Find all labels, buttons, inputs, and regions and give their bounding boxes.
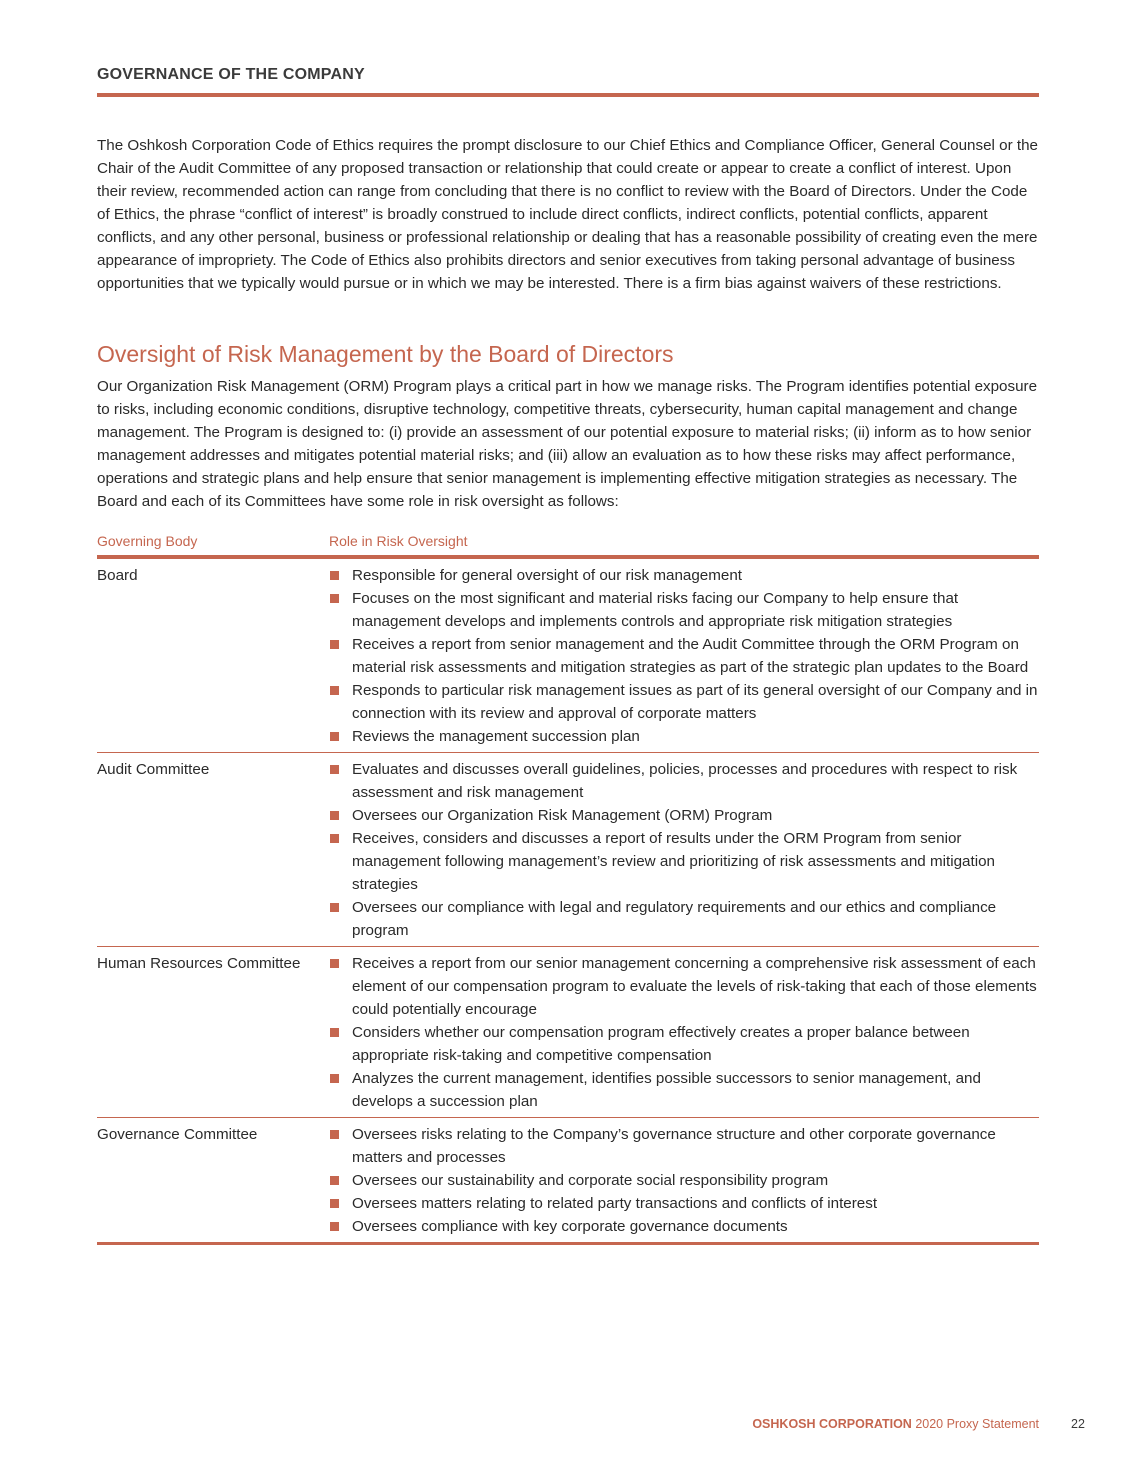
square-bullet-icon [330,1074,339,1083]
risk-oversight-table [97,530,1039,1245]
role-list [329,564,1039,748]
square-bullet-icon [330,1028,339,1037]
list-item: Receives a report from senior management and the Audit Committee through the ORM Program on material risk assessments and mitigation strategies as part of the strategic plan updates to the Board [329,633,1039,679]
list-item: Responds to particular risk management issues as part of its general oversight of our Company and in connection with its review and approval of corporate matters [329,679,1039,725]
table-header [97,530,1039,559]
square-bullet-icon [330,1130,339,1139]
list-item: Oversees matters relating to related party transactions and conflicts of interest [329,1192,1039,1215]
governing-body: Governance Committee [97,1126,258,1143]
square-bullet-icon [330,571,339,580]
list-item: Considers whether our compensation program effectively creates a proper balance between appropriate risk-taking and competitive compensation [329,1021,1039,1067]
list-item: Oversees our Organization Risk Management (ORM) Program [329,804,1039,827]
list-item: Focuses on the most significant and material risks facing our Company to help ensure that management develops and implements controls and appropriate risk mitigation strategies [329,587,1039,633]
header-rule [97,93,1039,97]
risk-heading: Oversight of Risk Management by the Board of Directors [97,341,674,367]
footer-title [752,1417,1039,1431]
table-row-hr [97,947,1039,1118]
square-bullet-icon [330,686,339,695]
col-governing-body: Governing Body [97,533,198,549]
list-item: Receives a report from our senior management concerning a comprehensive risk assessment of each element of our compensation program to evaluate the levels of risk-taking that each of those elements could potentially encourage [329,952,1039,1021]
table-row-governance [97,1118,1039,1245]
governing-body: Audit Committee [97,761,210,778]
role-list [329,952,1039,1113]
list-item: Oversees our sustainability and corporate social responsibility program [329,1169,1039,1192]
list-item: Oversees risks relating to the Company’s governance structure and other corporate governance matters and processes [329,1123,1039,1169]
square-bullet-icon [330,765,339,774]
square-bullet-icon [330,1199,339,1208]
square-bullet-icon [330,1176,339,1185]
table-row-audit [97,753,1039,947]
square-bullet-icon [330,903,339,912]
list-item: Analyzes the current management, identifies possible successors to senior management, and develops a succession plan [329,1067,1039,1113]
intro-paragraph: The Oshkosh Corporation Code of Ethics requires the prompt disclosure to our Chief Ethics and Compliance Officer, General Counsel or the Chair of the Audit Committee of any proposed transaction or relationship that could create or appear to create a conflict of interest. Upon their review, recommended action can range from concluding that there is no conflict to review with the Board of Directors. Under the Code of Ethics, the phrase “conflict of interest” is broadly construed to include direct conflicts, indirect conflicts, potential conflicts, apparent conflicts, and any other personal, business or professional relationship or dealing that has a reasonable possibility of creating even the mere appearance of impropriety. The Code of Ethics also prohibits directors and senior executives from taking personal advantage of business opportunities that we typically would pursue or in which we may be interested. There is a firm bias against waivers of these restrictions. [97,137,1038,292]
risk-paragraph: Our Organization Risk Management (ORM) Program plays a critical part in how we manage risks. The Program identifies potential exposure to risks, including economic conditions, disruptive technology, competitive threats, cybersecurity, human capital management and change management. The Program is designed to: (i) provide an assessment of our potential exposure to material risks; (ii) inform as to how senior management addresses and mitigates potential material risks; and (iii) allow an evaluation as to how these risks may affect performance, operations and strategic plans and help ensure that senior management is implementing effective mitigation strategies as necessary. The Board and each of its Committees have some role in risk oversight as follows: [97,378,1038,510]
square-bullet-icon [330,732,339,741]
footer-doc: 2020 Proxy Statement [915,1417,1039,1431]
role-list [329,1123,1039,1238]
square-bullet-icon [330,811,339,820]
governing-body: Board [97,567,138,584]
square-bullet-icon [330,959,339,968]
role-list [329,758,1039,942]
list-item: Reviews the management succession plan [329,725,1039,748]
square-bullet-icon [330,834,339,843]
list-item: Oversees our compliance with legal and regulatory requirements and our ethics and compliance program [329,896,1039,942]
list-item: Receives, considers and discusses a report of results under the ORM Program from senior management following management’s review and prioritizing of risk assessments and mitigation strategies [329,827,1039,896]
table-row-board [97,559,1039,753]
list-item: Evaluates and discusses overall guidelines, policies, processes and procedures with respect to risk assessment and risk management [329,758,1039,804]
governing-body: Human Resources Committee [97,955,301,972]
square-bullet-icon [330,1222,339,1231]
square-bullet-icon [330,594,339,603]
list-item: Oversees compliance with key corporate governance documents [329,1215,1039,1238]
square-bullet-icon [330,640,339,649]
list-item: Responsible for general oversight of our risk management [329,564,1039,587]
page-number: 22 [1071,1417,1085,1431]
footer-company: OSHKOSH CORPORATION [752,1417,912,1431]
col-role: Role in Risk Oversight [329,533,468,549]
section-label: GOVERNANCE OF THE COMPANY [97,66,365,83]
